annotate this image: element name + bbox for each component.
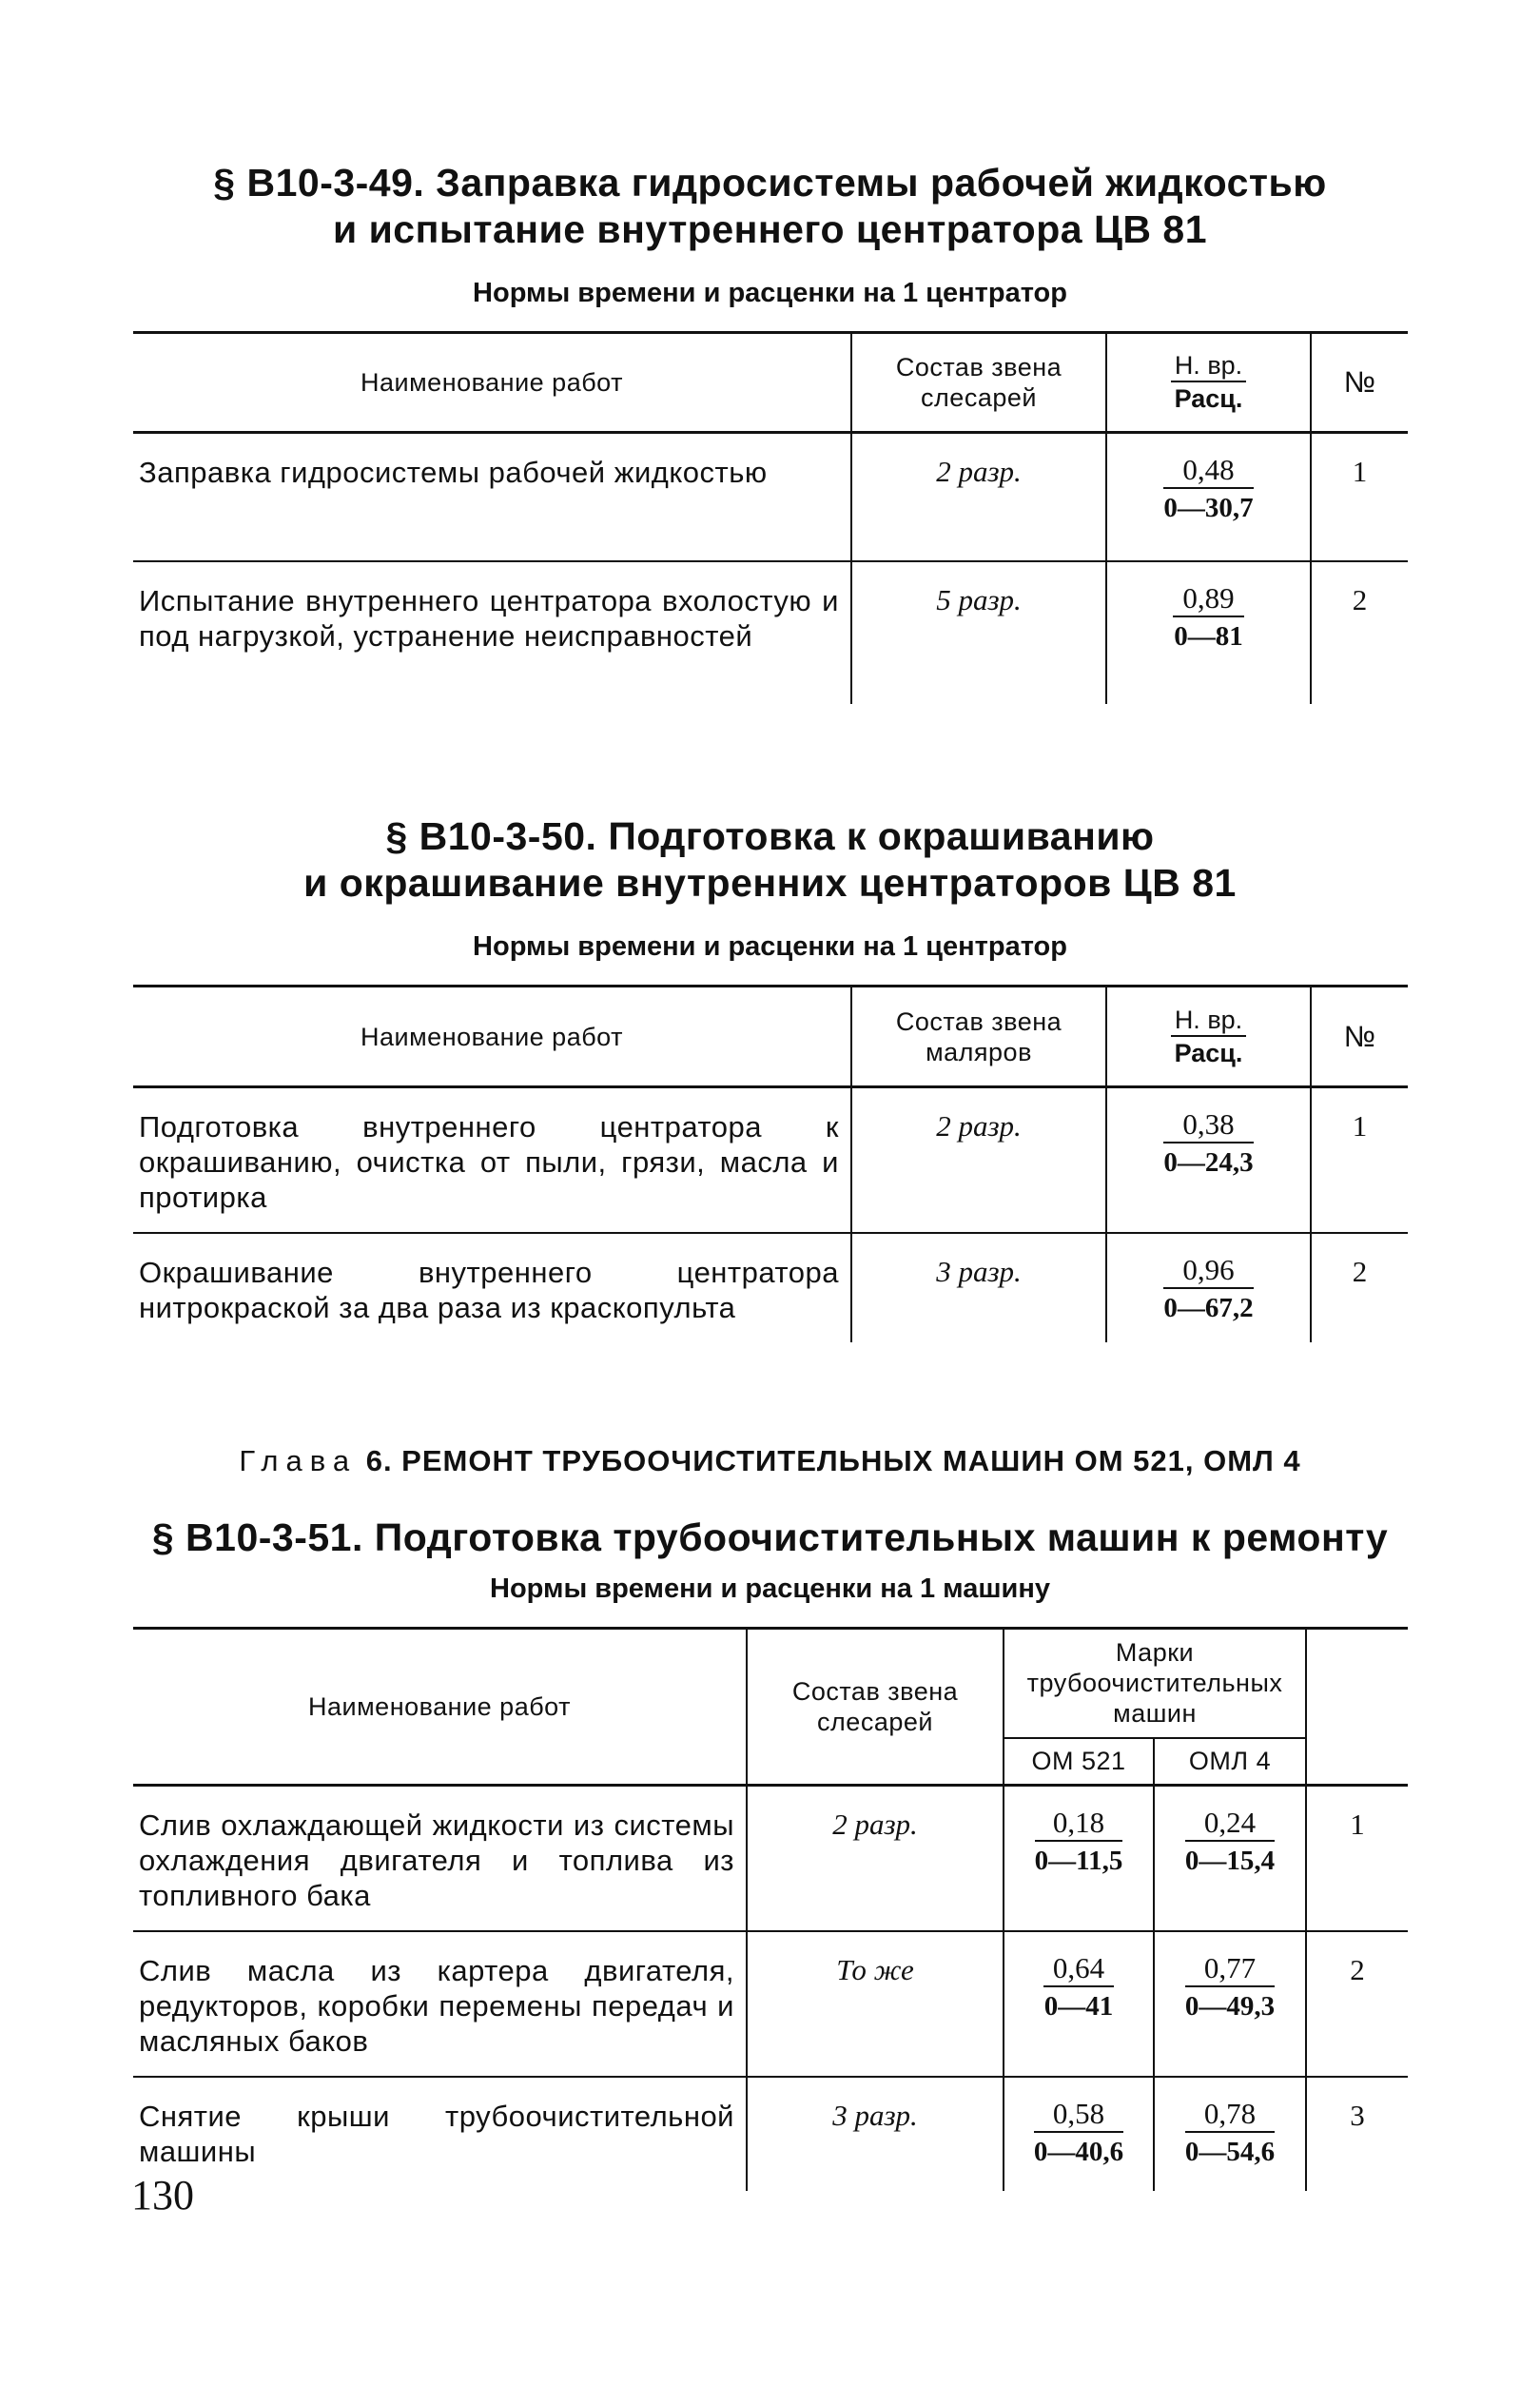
crew-grade: То же — [747, 1931, 1004, 2077]
header-number: № — [1311, 333, 1408, 433]
time-norm: 0,24 — [1185, 1806, 1275, 1842]
header-machine-brands — [1004, 1629, 1306, 1738]
norm-rate-om521 — [1004, 1786, 1154, 1932]
work-name: Подготовка внутреннего центратора к окрашиванию, очистка от пыли, грязи, масла и протирка — [139, 1110, 839, 1214]
rate: 0—30,7 — [1163, 493, 1254, 523]
header-norm-rate — [1106, 333, 1311, 433]
row-number: 1 — [1306, 1786, 1408, 1932]
table-row — [133, 1233, 1408, 1342]
section-title-line: и окрашивание внутренних центраторов ЦВ 81 — [303, 861, 1237, 905]
table-row — [133, 1931, 1408, 2077]
section-title — [0, 160, 1540, 253]
table-row — [133, 1087, 1408, 1234]
row-number: 2 — [1311, 1233, 1408, 1342]
header-crew-text: Состав звена слесарей — [791, 1677, 959, 1736]
table-caption: Нормы времени и расценки на 1 центратор — [473, 931, 1067, 962]
crew-grade: 5 разр. — [851, 561, 1106, 704]
work-name: Испытание внутреннего центратора вхолостую и под нагрузкой, устранение неисправностей — [133, 561, 851, 704]
page-number: 130 — [131, 2172, 194, 2218]
work-name: Слив охлаждающей жидкости из системы охлаждения двигателя и топлива из топливного бака — [139, 1808, 734, 1912]
table-row — [133, 561, 1408, 704]
crew-grade: 2 разр. — [851, 433, 1106, 561]
norm-rate-oml4 — [1154, 2077, 1306, 2191]
header-rate: Расц. — [1174, 1038, 1243, 1067]
norm-rate-oml4 — [1154, 1931, 1306, 2077]
header-norm: Н. вр. — [1171, 1005, 1246, 1037]
table-row — [133, 433, 1408, 561]
time-norm: 0,78 — [1185, 2097, 1275, 2133]
table-caption: Нормы времени и расценки на 1 машину — [490, 1573, 1050, 1604]
section-title: § В10-3-51. Подготовка трубоочистительных машин к ремонту — [151, 1515, 1389, 1559]
header-crew-text: Состав звена слесарей — [895, 353, 1062, 412]
norms-table — [133, 331, 1408, 704]
time-norm: 0,38 — [1163, 1107, 1253, 1143]
table-caption: Нормы времени и расценки на 1 центратор — [473, 278, 1067, 308]
header-number: № — [1311, 987, 1408, 1087]
chapter-title: 6. РЕМОНТ ТРУБООЧИСТИТЕЛЬНЫХ МАШИН ОМ 521, ОМЛ 4 — [365, 1444, 1301, 1477]
time-norm: 0,18 — [1035, 1806, 1123, 1842]
header-crew — [747, 1629, 1004, 1786]
header-brand-om521: ОМ 521 — [1004, 1738, 1154, 1786]
rate: 0—40,6 — [1033, 2137, 1124, 2167]
header-crew-text: Состав звена маляров — [895, 1007, 1062, 1066]
row-number: 2 — [1306, 1931, 1408, 2077]
header-crew — [851, 333, 1106, 433]
norm-rate-oml4 — [1154, 1786, 1306, 1932]
header-machine-brands-text: Марки трубоочистительных машин — [1026, 1638, 1283, 1729]
norm-rate — [1106, 1087, 1311, 1234]
header-brand-oml4: ОМЛ 4 — [1154, 1738, 1306, 1786]
time-norm: 0,64 — [1043, 1951, 1114, 1987]
header-crew — [851, 987, 1106, 1087]
rate: 0—24,3 — [1163, 1147, 1254, 1178]
norm-rate — [1106, 1233, 1311, 1342]
header-number — [1306, 1629, 1408, 1786]
norm-rate-om521 — [1004, 1931, 1154, 2077]
norm-rate — [1106, 433, 1311, 561]
rate: 0—67,2 — [1163, 1293, 1254, 1323]
norms-table — [133, 985, 1408, 1342]
time-norm: 0,89 — [1173, 581, 1243, 617]
header-norm: Н. вр. — [1171, 350, 1246, 382]
header-norm-rate — [1106, 987, 1311, 1087]
crew-grade: 3 разр. — [851, 1233, 1106, 1342]
chapter-prefix: Глава — [239, 1444, 358, 1477]
section-title-line: и испытание внутреннего центратора ЦВ 81 — [333, 207, 1207, 251]
row-number: 2 — [1311, 561, 1408, 704]
table-row — [133, 1786, 1408, 1932]
section-title-line: § В10-3-49. Заправка гидросистемы рабочей жидкостью — [213, 161, 1327, 205]
crew-grade: 2 разр. — [851, 1087, 1106, 1234]
header-work: Наименование работ — [133, 333, 851, 433]
time-norm: 0,48 — [1163, 453, 1253, 489]
time-norm: 0,77 — [1185, 1951, 1275, 1987]
row-number: 1 — [1311, 1087, 1408, 1234]
rate: 0—49,3 — [1184, 1991, 1276, 2022]
work-name: Заправка гидросистемы рабочей жидкостью — [139, 456, 768, 489]
norm-rate-om521 — [1004, 2077, 1154, 2191]
header-rate: Расц. — [1174, 384, 1243, 413]
work-name: Снятие крыши трубоочистительной машины — [133, 2077, 747, 2191]
chapter-heading — [0, 1444, 1540, 1478]
section-title — [0, 813, 1540, 907]
row-number: 1 — [1311, 433, 1408, 561]
rate: 0—54,6 — [1184, 2137, 1276, 2167]
work-name: Окрашивание внутреннего центратора нитрокраской за два раза из краскопульта — [133, 1233, 851, 1342]
section-title-line: § В10-3-50. Подготовка к окрашиванию — [385, 814, 1155, 858]
crew-grade: 2 разр. — [747, 1786, 1004, 1932]
table-row — [133, 2077, 1408, 2191]
work-name: Слив масла из картера двигателя, редукторов, коробки перемены передач и масляных баков — [133, 1931, 747, 2077]
rate: 0—15,4 — [1184, 1846, 1276, 1876]
header-work: Наименование работ — [133, 987, 851, 1087]
row-number: 3 — [1306, 2077, 1408, 2191]
norms-table — [133, 1627, 1408, 2191]
crew-grade: 3 разр. — [747, 2077, 1004, 2191]
header-work: Наименование работ — [133, 1629, 747, 1786]
norm-rate — [1106, 561, 1311, 704]
time-norm: 0,58 — [1034, 2097, 1123, 2133]
rate: 0—11,5 — [1034, 1846, 1123, 1876]
rate: 0—81 — [1174, 620, 1243, 652]
rate: 0—41 — [1043, 1991, 1114, 2022]
time-norm: 0,96 — [1163, 1253, 1253, 1289]
